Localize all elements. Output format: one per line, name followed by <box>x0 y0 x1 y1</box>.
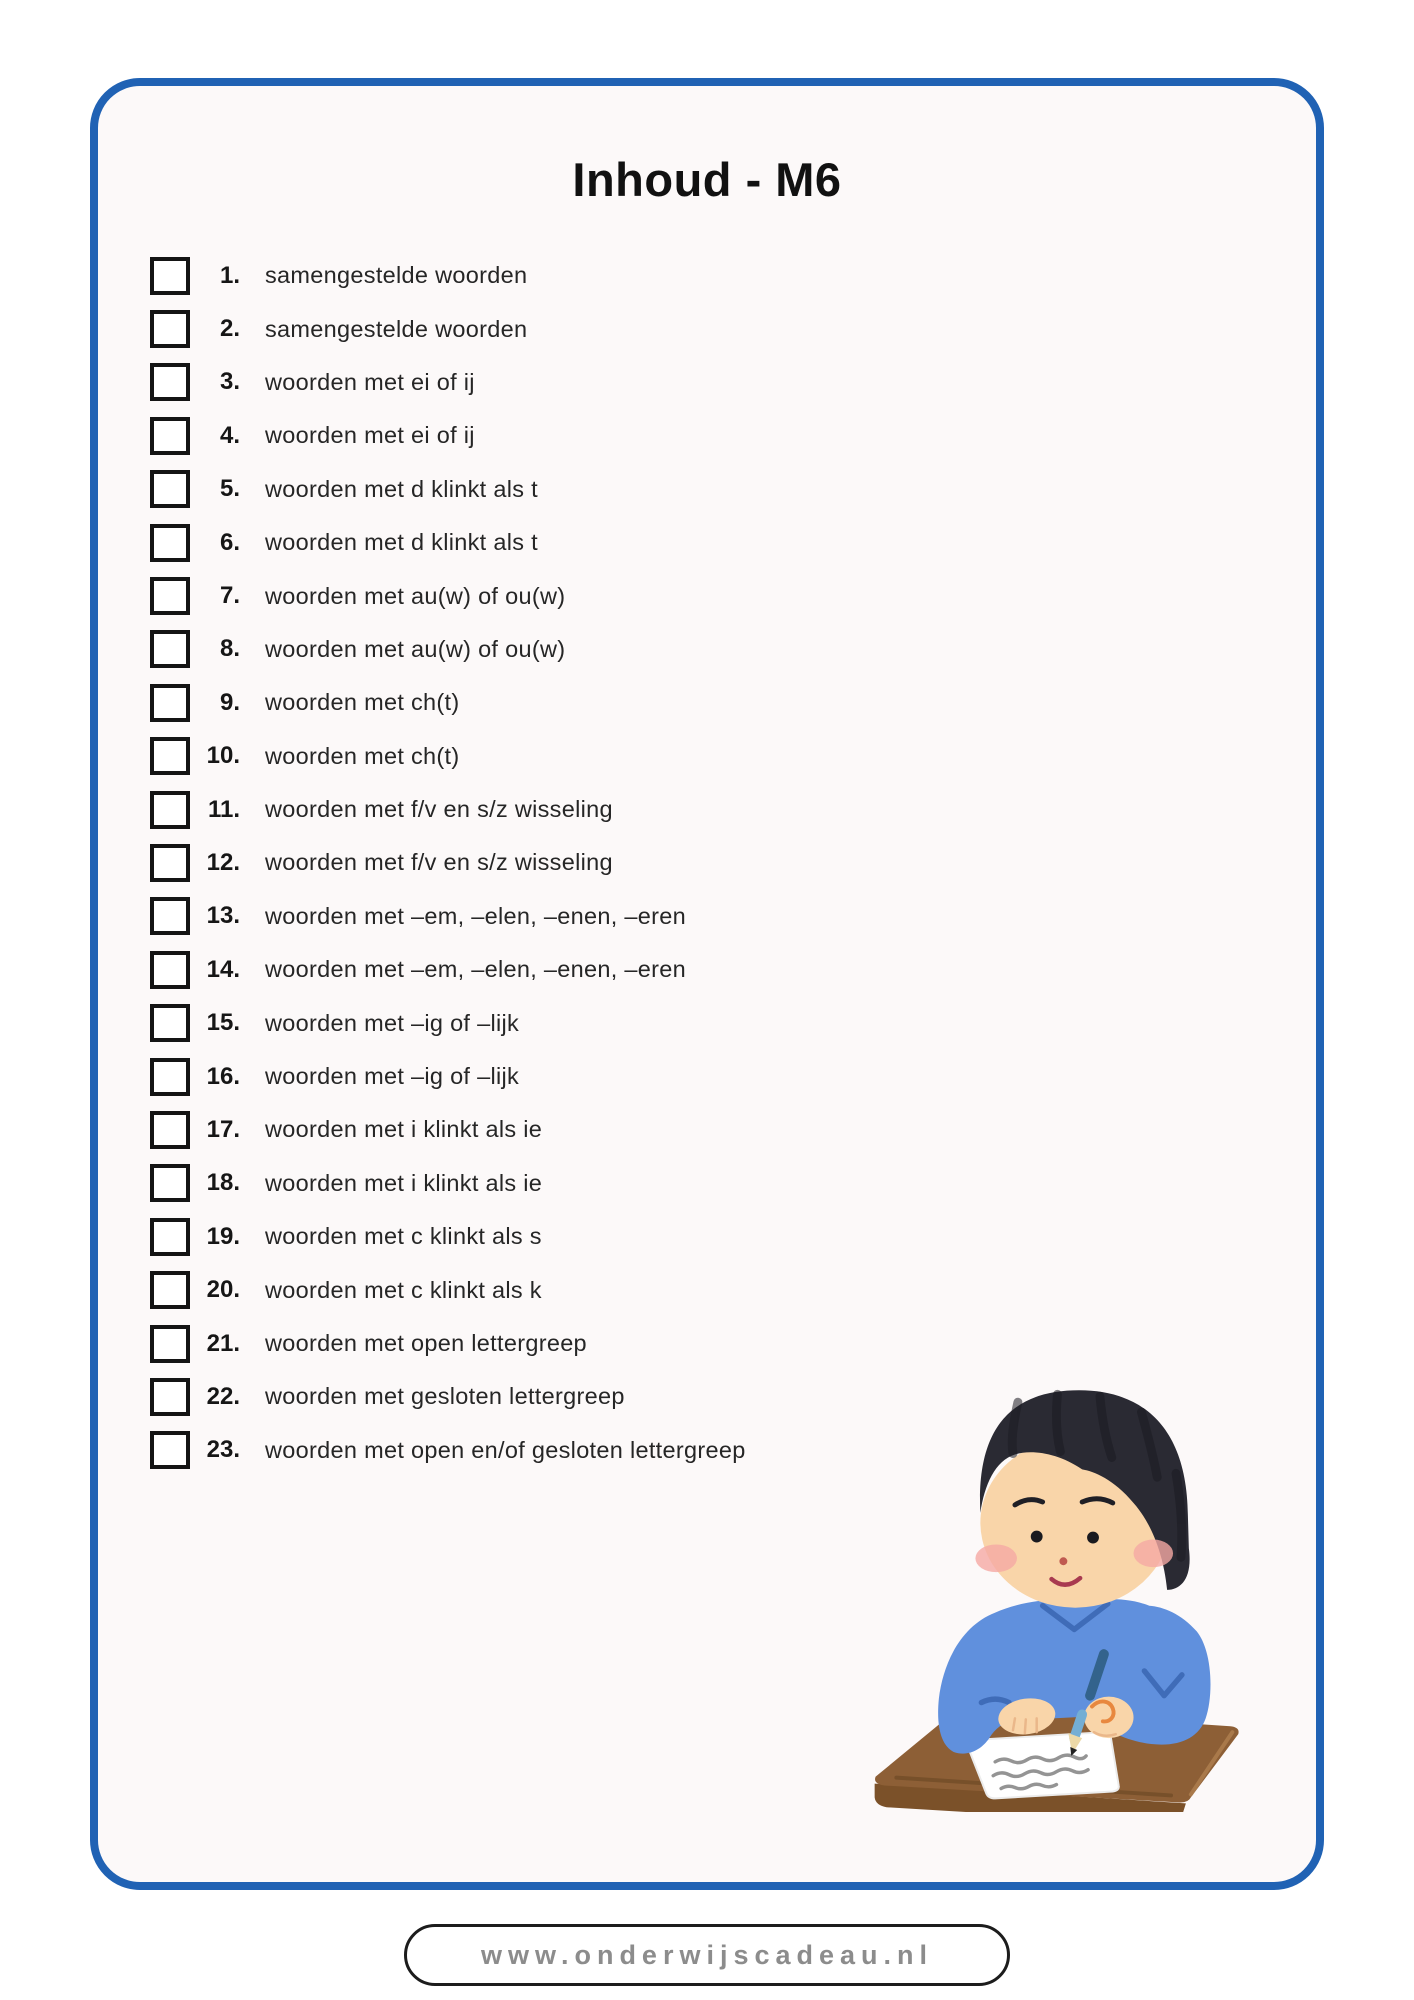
item-label: woorden met gesloten lettergreep <box>265 1383 625 1410</box>
item-checkbox[interactable] <box>150 1325 190 1363</box>
item-label: woorden met open lettergreep <box>265 1330 587 1356</box>
item-label: woorden met i klinkt als ie <box>265 1169 543 1196</box>
eye-right <box>1087 1532 1099 1544</box>
toc-item <box>98 1210 1316 1263</box>
item-number: 16. <box>206 1062 240 1090</box>
toc-item <box>98 890 1316 943</box>
item-label: woorden met ch(t) <box>265 689 460 716</box>
paper <box>967 1732 1119 1798</box>
toc-item <box>98 409 1316 462</box>
blush-left <box>975 1544 1017 1572</box>
item-checkbox[interactable] <box>150 257 190 295</box>
item-label: woorden met –em, –elen, –enen, –eren <box>265 956 687 983</box>
item-label: woorden met open en/of gesloten lettergreep <box>265 1436 746 1463</box>
blush-right <box>1134 1540 1174 1568</box>
item-number: 1. <box>219 261 240 289</box>
item-number: 6. <box>219 528 240 556</box>
item-number: 18. <box>206 1169 240 1197</box>
item-number: 22. <box>206 1382 240 1410</box>
item-number: 12. <box>206 848 240 876</box>
item-number: 9. <box>219 688 240 716</box>
item-number: 13. <box>206 902 240 930</box>
item-checkbox[interactable] <box>150 1378 190 1416</box>
toc-item <box>98 1157 1316 1210</box>
item-number: 5. <box>219 475 240 503</box>
item-label: woorden met au(w) of ou(w) <box>265 635 566 662</box>
item-number: 17. <box>206 1115 240 1143</box>
eye-left <box>1031 1531 1043 1543</box>
item-number: 4. <box>219 421 240 449</box>
website-pill <box>404 1924 1010 1986</box>
nose <box>1059 1557 1067 1565</box>
item-checkbox[interactable] <box>150 577 190 615</box>
website-url: www.onderwijscadeau.nl <box>480 1939 934 1970</box>
toc-item <box>98 1263 1316 1316</box>
item-checkbox[interactable] <box>150 791 190 829</box>
toc-item <box>98 783 1316 836</box>
item-checkbox[interactable] <box>150 951 190 989</box>
toc-item <box>98 356 1316 409</box>
item-checkbox[interactable] <box>150 684 190 722</box>
toc-item <box>98 836 1316 889</box>
item-label: woorden met d klinkt als t <box>265 529 538 556</box>
item-number: 20. <box>206 1276 240 1304</box>
toc-item <box>98 730 1316 783</box>
item-checkbox[interactable] <box>150 1218 190 1256</box>
toc-item <box>98 569 1316 622</box>
item-number: 8. <box>219 635 240 663</box>
item-label: woorden met c klinkt als s <box>265 1223 542 1250</box>
item-number: 19. <box>206 1222 240 1250</box>
item-label: woorden met ei of ij <box>265 422 475 449</box>
boy-head <box>975 1390 1189 1607</box>
item-label: woorden met –ig of –lijk <box>265 1009 520 1036</box>
item-checkbox[interactable] <box>150 470 190 508</box>
item-label: samengestelde woorden <box>265 262 528 289</box>
toc-item <box>98 996 1316 1049</box>
item-label: woorden met au(w) of ou(w) <box>265 582 566 609</box>
toc-item <box>98 249 1316 302</box>
toc-item <box>98 1050 1316 1103</box>
toc-item <box>98 302 1316 355</box>
toc-item <box>98 943 1316 996</box>
item-label: woorden met c klinkt als k <box>265 1276 542 1303</box>
item-checkbox[interactable] <box>150 363 190 401</box>
item-checkbox[interactable] <box>150 310 190 348</box>
item-number: 15. <box>206 1009 240 1037</box>
item-checkbox[interactable] <box>150 630 190 668</box>
item-number: 11. <box>207 795 240 823</box>
item-checkbox[interactable] <box>150 1164 190 1202</box>
item-label: woorden met –em, –elen, –enen, –eren <box>265 902 687 929</box>
item-number: 23. <box>206 1436 240 1464</box>
item-checkbox[interactable] <box>150 1271 190 1309</box>
toc-list <box>98 249 1316 1477</box>
toc-item <box>98 463 1316 516</box>
item-label: woorden met f/v en s/z wisseling <box>265 849 613 876</box>
item-number: 3. <box>219 368 240 396</box>
toc-item <box>98 623 1316 676</box>
item-checkbox[interactable] <box>150 1431 190 1469</box>
toc-item <box>98 676 1316 729</box>
item-checkbox[interactable] <box>150 1058 190 1096</box>
item-number: 2. <box>219 315 240 343</box>
item-checkbox[interactable] <box>150 1004 190 1042</box>
item-checkbox[interactable] <box>150 844 190 882</box>
item-checkbox[interactable] <box>150 524 190 562</box>
item-checkbox[interactable] <box>150 1111 190 1149</box>
page-title: Inhoud - M6 <box>572 153 842 206</box>
item-label: woorden met ei of ij <box>265 368 475 395</box>
item-checkbox[interactable] <box>150 417 190 455</box>
item-checkbox[interactable] <box>150 737 190 775</box>
item-number: 7. <box>219 582 240 610</box>
item-number: 10. <box>206 742 240 770</box>
item-number: 14. <box>206 955 240 983</box>
item-label: woorden met ch(t) <box>265 742 460 769</box>
item-label: woorden met i klinkt als ie <box>265 1116 543 1143</box>
item-number: 21. <box>206 1329 240 1357</box>
toc-item <box>98 516 1316 569</box>
toc-item <box>98 1103 1316 1156</box>
item-label: samengestelde woorden <box>265 315 528 342</box>
boy-writing-illustration <box>845 1352 1260 1812</box>
item-label: woorden met d klinkt als t <box>265 475 538 502</box>
item-label: woorden met –ig of –lijk <box>265 1063 520 1090</box>
content-card <box>90 78 1324 1890</box>
item-checkbox[interactable] <box>150 897 190 935</box>
item-label: woorden met f/v en s/z wisseling <box>265 796 613 823</box>
